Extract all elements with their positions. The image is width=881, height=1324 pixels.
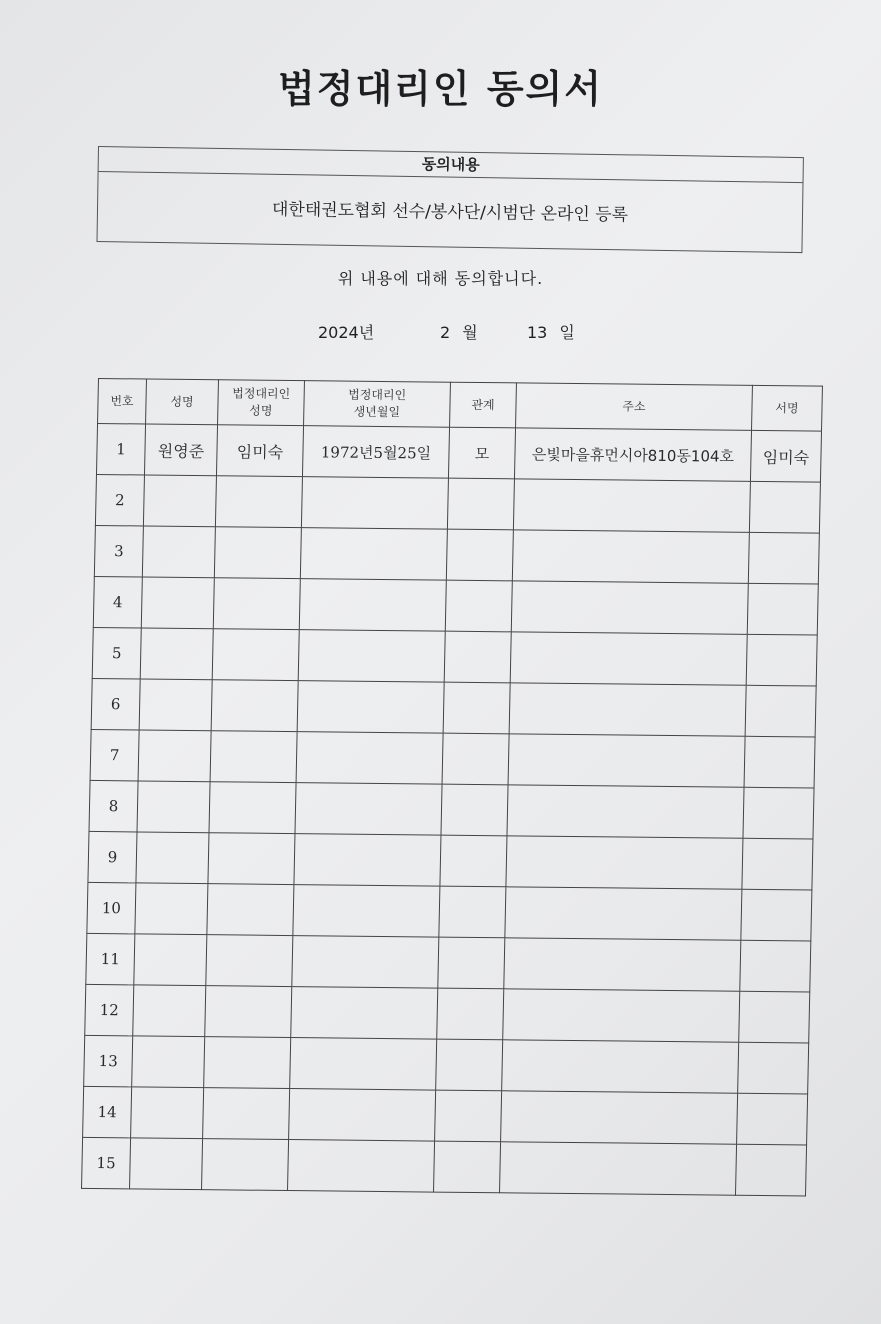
cell-relation [446,529,513,581]
cell-name [131,1087,204,1139]
cell-relation [445,580,512,632]
cell-guardian-birthdate [299,579,446,632]
table-row [93,576,818,635]
cell-signature [739,991,810,1043]
cell-number: 8 [89,780,138,831]
cell-guardian-birthdate [292,936,439,989]
header-guardian-name: 법정대리인 성명 [218,380,305,426]
cell-address [512,530,749,583]
cell-guardian-birthdate [288,1140,435,1193]
cell-name [132,1036,205,1088]
cell-guardian-name [210,731,297,783]
cell-signature [741,889,812,941]
cell-name [136,832,209,884]
cell-signature [749,481,820,533]
cell-address [508,734,745,787]
cell-number: 9 [88,831,137,882]
table-row [82,1137,807,1196]
cell-signature: 임미숙 [750,430,821,482]
table-row [86,933,811,992]
cell-relation [443,682,510,734]
cell-guardian-birthdate [298,630,445,683]
cell-guardian-name [205,986,292,1038]
cell-address [505,887,742,940]
cell-name [134,934,207,986]
table-row [91,678,816,737]
cell-guardian-birthdate [297,681,444,734]
cell-signature [743,787,814,839]
cell-relation [441,784,508,836]
cell-guardian-birthdate [300,528,447,581]
cell-guardian-birthdate [291,987,438,1040]
date-month-unit: 월 [462,323,478,342]
cell-guardian-name [211,680,298,732]
cell-number: 4 [93,576,142,627]
cell-name [139,679,212,731]
cell-name [143,475,216,527]
header-relation: 관계 [450,382,517,428]
table-row [89,780,814,839]
cell-relation [440,835,507,887]
header-number: 번호 [98,379,147,424]
table-row [88,831,813,890]
table-row [95,474,820,533]
guardian-table-wrapper [81,378,823,1196]
cell-address [501,1091,738,1144]
cell-number: 13 [84,1035,133,1086]
cell-address [509,683,746,736]
cell-number: 10 [87,882,136,933]
cell-guardian-name [209,782,296,834]
cell-guardian-name [202,1139,289,1191]
cell-address [511,581,748,634]
table-row [84,1035,809,1094]
cell-relation: 모 [448,427,515,479]
cell-guardian-birthdate [290,1038,437,1091]
date-day-unit: 일 [559,323,575,342]
cell-number: 3 [94,525,143,576]
date-day-value: 13 [527,323,548,342]
cell-number: 7 [90,729,139,780]
cell-guardian-name [207,884,294,936]
cell-guardian-birthdate [296,732,443,785]
cell-address [500,1142,737,1195]
cell-guardian-birthdate [294,834,441,887]
header-signature: 서명 [752,385,823,431]
cell-guardian-name [214,527,301,579]
cell-relation [435,1090,502,1142]
cell-address [513,479,750,532]
cell-guardian-birthdate [295,783,442,836]
cell-relation [444,631,511,683]
header-address: 주소 [516,383,753,430]
date-month [440,320,478,343]
cell-number: 6 [91,678,140,729]
cell-number: 1 [96,423,145,474]
cell-name [137,781,210,833]
cell-address [506,836,743,889]
cell-number: 12 [85,984,134,1035]
cell-guardian-name [203,1088,290,1140]
cell-address: 은빛마을휴먼시아810동104호 [514,428,751,481]
cell-number: 14 [83,1086,132,1137]
table-body [82,423,822,1195]
cell-name [141,577,214,629]
consent-box [96,146,803,253]
cell-signature [742,838,813,890]
cell-address [503,989,740,1042]
cell-signature [748,532,819,584]
cell-address [502,1040,739,1093]
consent-header: 동의내용 [99,147,803,183]
table-row [87,882,812,941]
cell-number: 11 [86,933,135,984]
page-title: 법정대리인 동의서 [278,67,603,111]
header-guardian-birthdate: 법정대리인 생년월일 [304,381,451,428]
cell-relation [442,733,509,785]
consent-text: 대한태권도협회 선수/봉사단/시범단 온라인 등록 [271,199,629,226]
cell-guardian-name [213,578,300,630]
cell-number: 15 [82,1137,131,1188]
cell-guardian-name [208,833,295,885]
cell-address [507,785,744,838]
guardian-table [81,378,823,1196]
date-year: 2024년 [318,323,375,342]
cell-relation [439,886,506,938]
cell-name: 원영준 [144,424,217,476]
table-header-row [98,379,823,432]
cell-guardian-name [204,1037,291,1089]
cell-signature [744,736,815,788]
cell-relation [447,478,514,530]
cell-relation [438,937,505,989]
cell-name [135,883,208,935]
cell-guardian-birthdate [301,477,448,530]
cell-number: 5 [92,627,141,678]
cell-signature [737,1093,808,1145]
cell-relation [436,1039,503,1091]
cell-guardian-birthdate: 1972년5월25일 [302,426,449,479]
table-row [90,729,815,788]
cell-guardian-birthdate [293,885,440,938]
cell-name [133,985,206,1037]
cell-signature [746,634,817,686]
cell-guardian-name [206,935,293,987]
table-row [85,984,810,1043]
agreement-statement: 위 내용에 대해 동의합니다. [337,269,544,288]
cell-guardian-birthdate [289,1089,436,1142]
cell-signature [745,685,816,737]
cell-signature [740,940,811,992]
table-row [83,1086,808,1145]
cell-guardian-name: 임미숙 [216,425,303,477]
cell-name [142,526,215,578]
cell-signature [747,583,818,635]
cell-name [140,628,213,680]
header-name: 성명 [146,379,219,425]
cell-signature [735,1144,806,1196]
table-row [94,525,819,584]
cell-name [130,1138,203,1190]
cell-relation [437,988,504,1040]
date-day [527,320,575,343]
cell-relation [434,1141,501,1193]
cell-guardian-name [215,476,302,528]
table-row [96,423,821,482]
table-row [92,627,817,686]
cell-address [510,632,747,685]
cell-number: 2 [95,474,144,525]
cell-signature [738,1042,809,1094]
cell-name [138,730,211,782]
cell-guardian-name [212,629,299,681]
cell-address [504,938,741,991]
date-month-value: 2 [440,323,451,342]
